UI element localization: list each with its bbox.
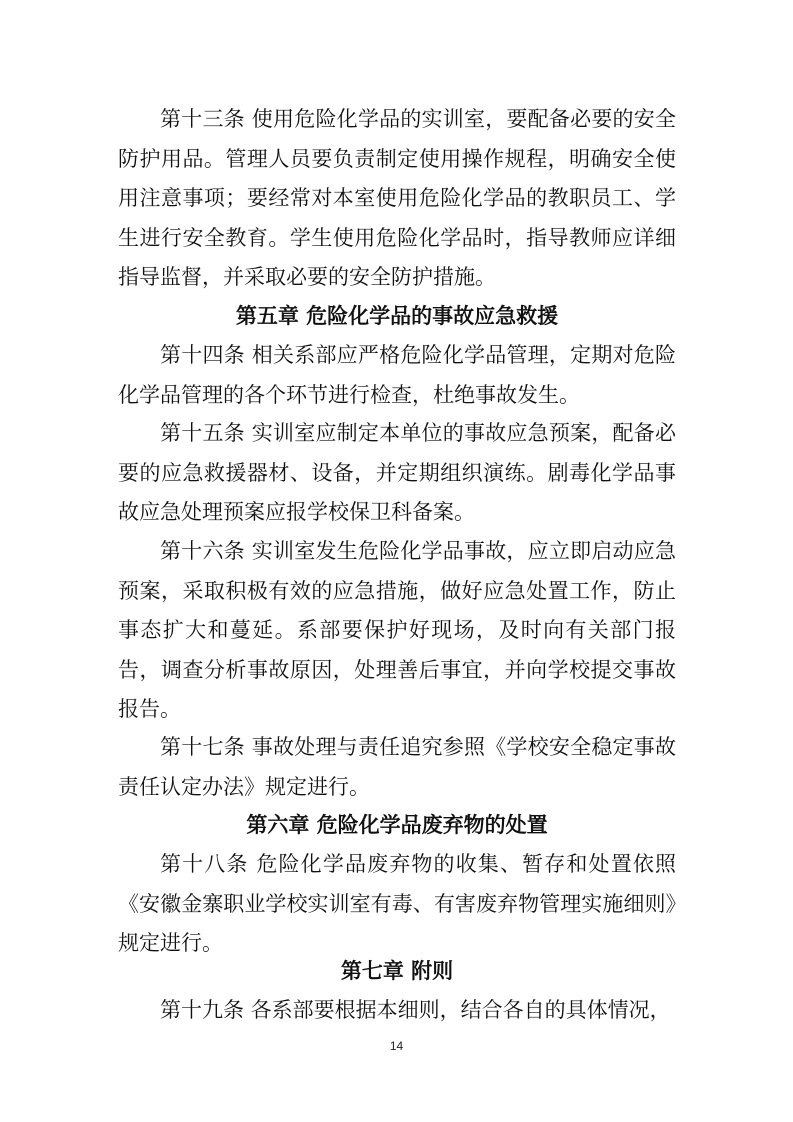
article-13: 第十三条 使用危险化学品的实训室，要配备必要的安全防护用品。管理人员要负责制定使用操作规程，明确安全使用注意事项；要经常对本室使用危险化学品的教职员工、学生进行安全教育。学生使用危险化学品时，指导教师应详细指导监督，并采取必要的安全防护措施。 <box>118 107 676 289</box>
article-14: 第十四条 相关系部应严格危险化学品管理，定期对危险化学品管理的各个环节进行检查，杜绝事故发生。 <box>118 343 676 407</box>
article-15: 第十五条 实训室应制定本单位的事故应急预案，配备必要的应急救援器材、设备，并定期组织演练。剧毒化学品事故应急处理预案应报学校保卫科备案。 <box>118 421 676 524</box>
chapter-6-heading: 第六章 危险化学品废弃物的处置 <box>246 813 548 837</box>
page-number: 14 <box>389 1039 404 1053</box>
chapter-5-heading: 第五章 危险化学品的事故应急救援 <box>235 304 559 328</box>
article-16: 第十六条 实训室发生危险化学品事故，应立即启动应急预案，采取积极有效的应急措施，做好应急处置工作，防止事态扩大和蔓延。系部要保护好现场，及时向有关部门报告，调查分析事故原因，处理善后事宜，并向学校提交事故报告。 <box>118 539 676 721</box>
article-17: 第十七条 事故处理与责任追究参照《学校安全稳定事故责任认定办法》规定进行。 <box>118 735 676 799</box>
article-19: 第十九条 各系部要根据本细则，结合各自的具体情况， <box>160 998 671 1022</box>
article-18: 第十八条 危险化学品废弃物的收集、暂存和处置依照《安徽金寨职业学校实训室有毒、有害废弃物管理实施细则》规定进行。 <box>118 852 676 955</box>
chapter-7-heading: 第七章 附则 <box>340 959 454 983</box>
